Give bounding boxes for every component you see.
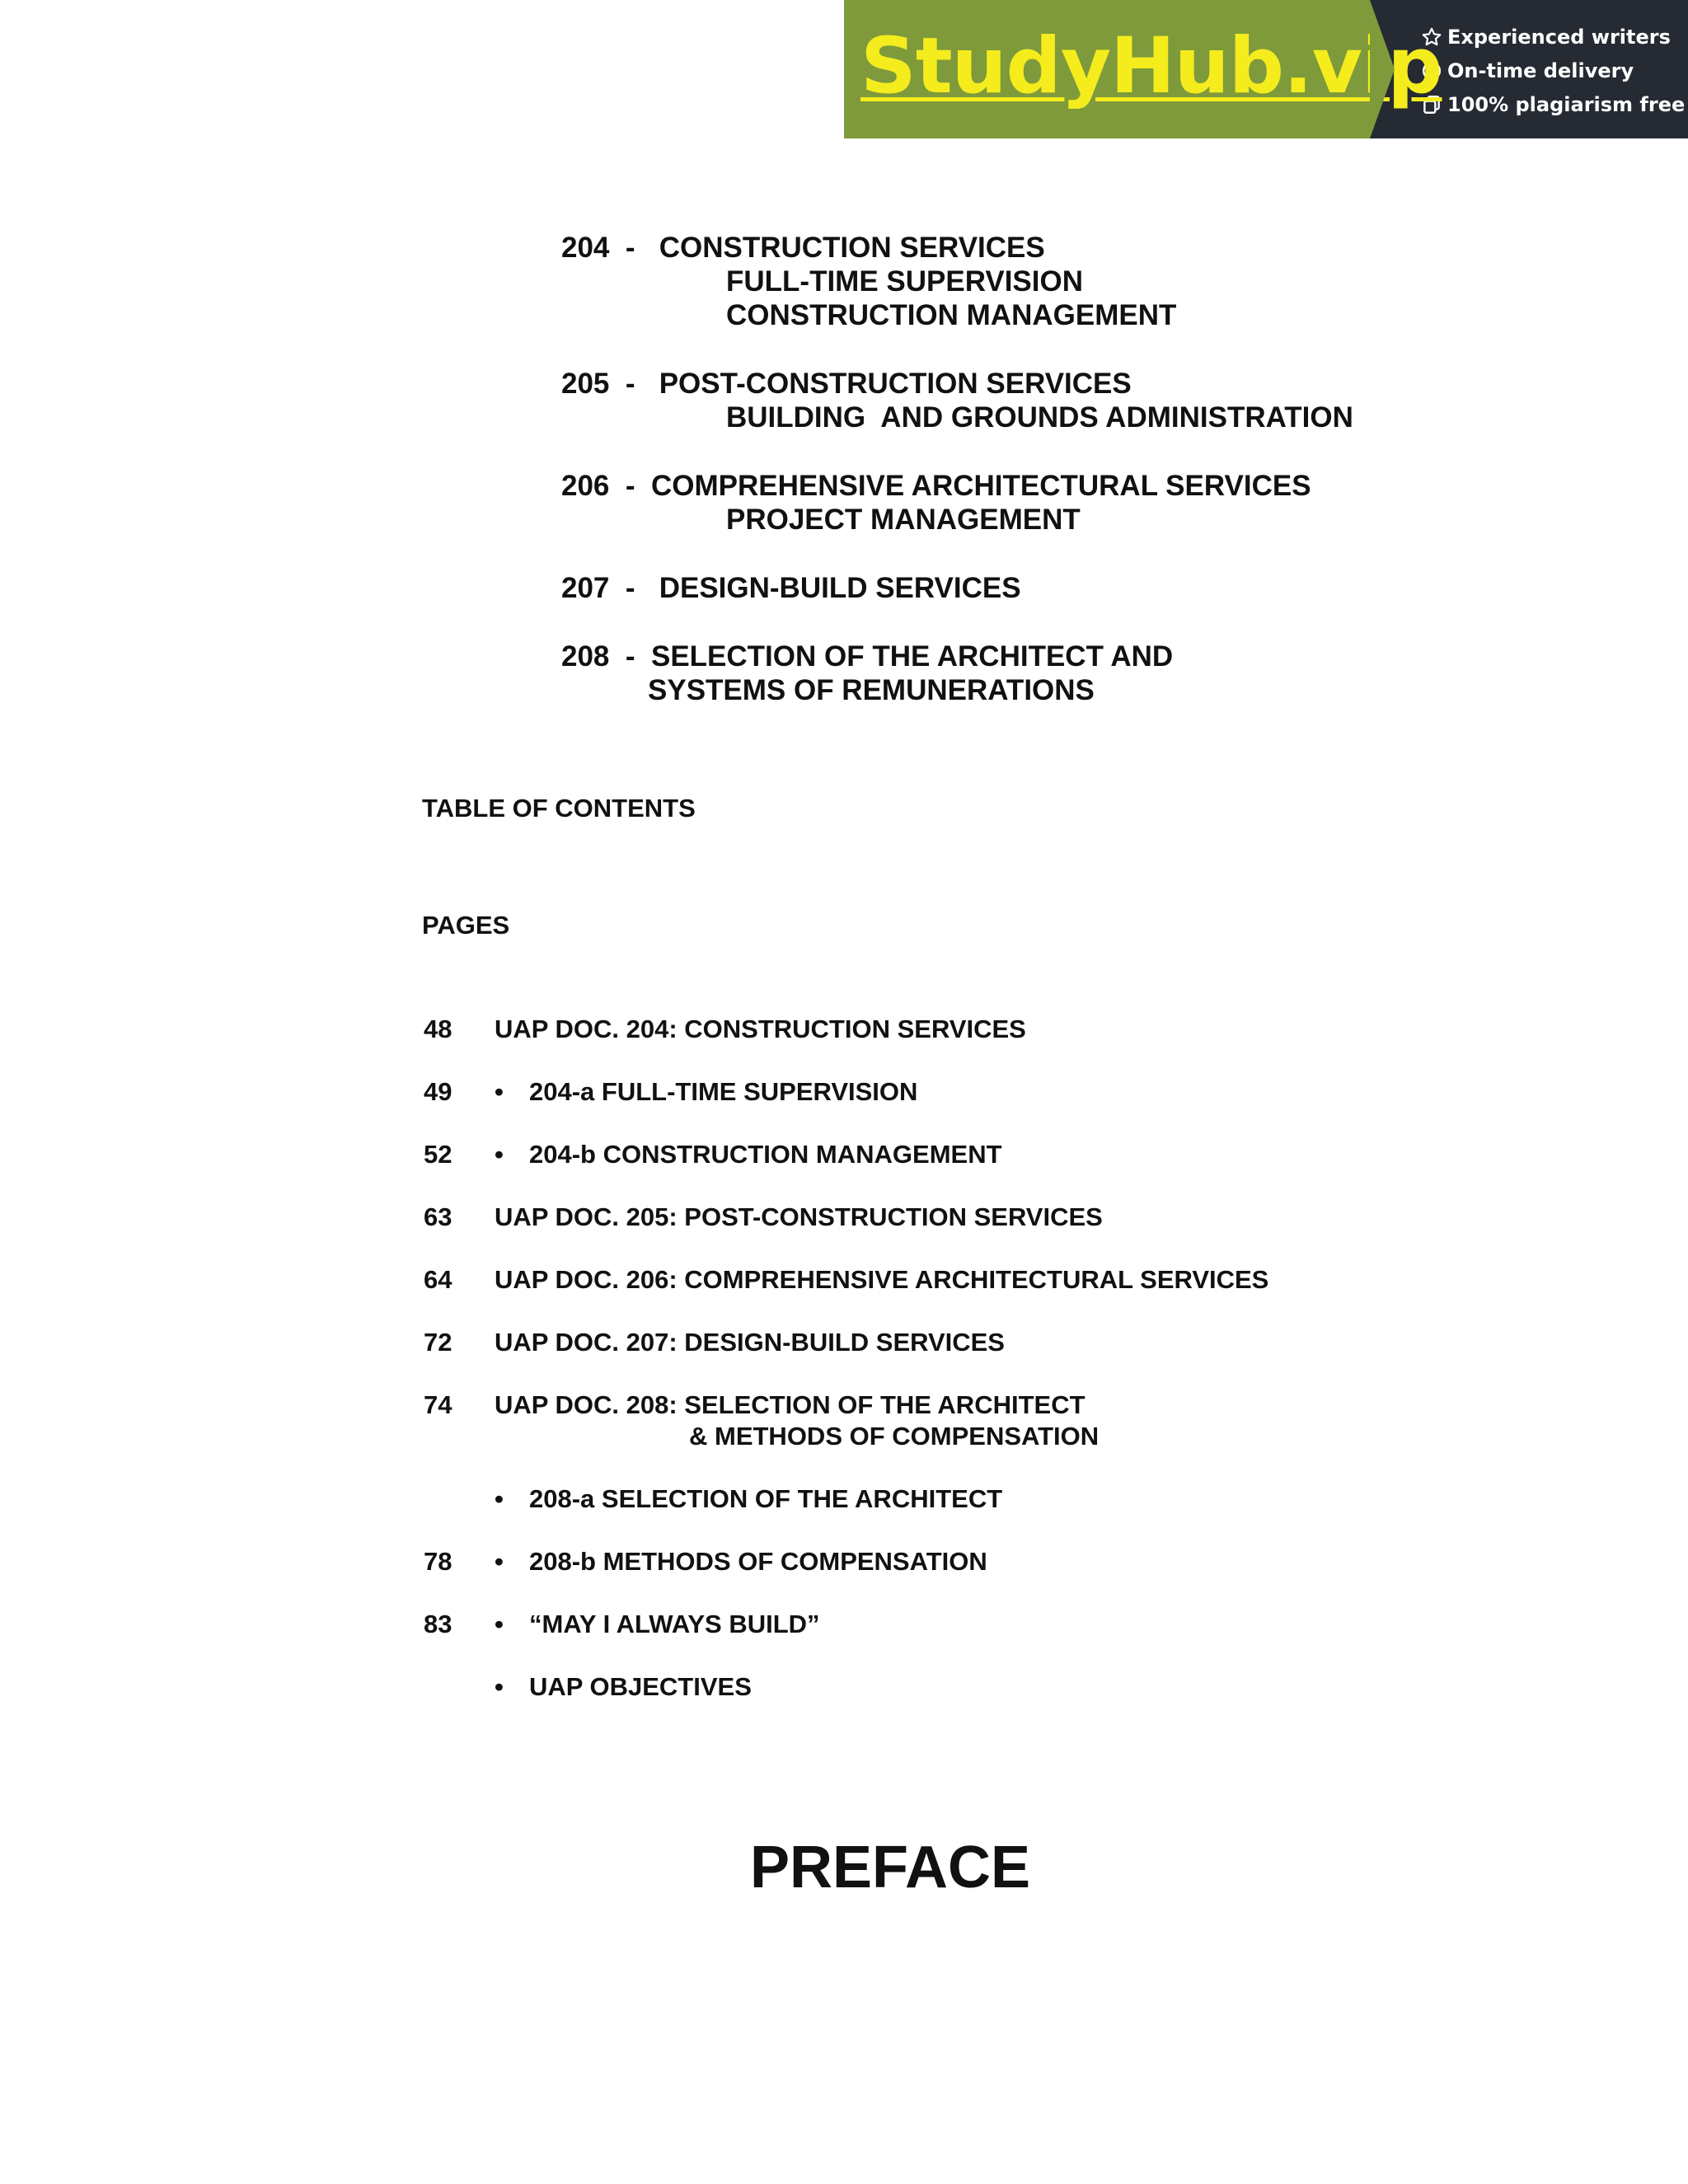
section-dash: -	[625, 368, 635, 400]
toc-entry-text: 208-a SELECTION OF THE ARCHITECT	[529, 1484, 1003, 1513]
bullet-icon: •	[495, 1484, 504, 1513]
toc-entry[interactable]	[424, 1264, 1578, 1327]
toc-entry[interactable]	[424, 1671, 1578, 1734]
section-207	[561, 571, 1353, 605]
bullet-icon: •	[495, 1140, 504, 1169]
toc-entry[interactable]	[424, 1390, 1578, 1483]
toc-entry-text: UAP DOC. 205: POST-CONSTRUCTION SERVICES	[495, 1202, 1103, 1231]
toc-page-number: 64	[424, 1265, 452, 1294]
section-number: 205	[561, 368, 610, 400]
banner-feature	[1421, 20, 1688, 54]
section-title: POST-CONSTRUCTION SERVICES	[659, 368, 1132, 400]
section-number: 206	[561, 470, 610, 502]
toc-list	[424, 1014, 1578, 1734]
toc-page-number: 72	[424, 1328, 452, 1357]
toc-entry[interactable]	[424, 1014, 1578, 1076]
toc-entry-text: UAP DOC. 208: SELECTION OF THE ARCHITECT	[495, 1390, 1085, 1419]
toc-page-number: 49	[424, 1077, 452, 1106]
toc-entry[interactable]	[424, 1327, 1578, 1390]
toc-entry[interactable]	[424, 1483, 1578, 1546]
toc-page-number: 52	[424, 1140, 452, 1169]
banner-feature-label: On-time delivery	[1447, 59, 1634, 82]
section-subtitle: FULL-TIME SUPERVISION	[726, 265, 1083, 298]
toc-entry-text: UAP OBJECTIVES	[529, 1672, 752, 1701]
section-list	[561, 231, 1353, 742]
toc-entry[interactable]	[424, 1202, 1578, 1264]
banner-feature	[1421, 54, 1688, 87]
section-subtitle: SYSTEMS OF REMUNERATIONS	[648, 674, 1095, 706]
banner-arrow	[1370, 0, 1395, 138]
toc-entry[interactable]	[424, 1076, 1578, 1139]
section-title: DESIGN-BUILD SERVICES	[659, 572, 1021, 604]
bullet-icon: •	[495, 1547, 504, 1576]
toc-entry[interactable]	[424, 1546, 1578, 1609]
toc-page-number: 78	[424, 1547, 452, 1576]
bullet-icon: •	[495, 1610, 504, 1638]
toc-page-number: 74	[424, 1390, 452, 1419]
section-dash: -	[625, 470, 635, 502]
toc-entry[interactable]	[424, 1609, 1578, 1671]
toc-heading: TABLE OF CONTENTS	[422, 794, 696, 823]
banner-feature	[1421, 87, 1688, 121]
toc-entry-text: UAP DOC. 207: DESIGN-BUILD SERVICES	[495, 1328, 1005, 1357]
toc-entry-text: 204-b CONSTRUCTION MANAGEMENT	[529, 1140, 1002, 1169]
banner-feature-label: 100% plagiarism free	[1447, 92, 1686, 116]
toc-entry[interactable]	[424, 1139, 1578, 1202]
preface-heading: PREFACE	[749, 1835, 1031, 1900]
section-subtitle: BUILDING AND GROUNDS ADMINISTRATION	[726, 401, 1353, 434]
section-205	[561, 367, 1353, 434]
studyhub-banner[interactable]	[844, 0, 1688, 138]
section-number: 207	[561, 572, 610, 604]
section-subtitle: PROJECT MANAGEMENT	[726, 504, 1081, 536]
toc-entry-text: UAP DOC. 206: COMPREHENSIVE ARCHITECTURAL SERVICES	[495, 1265, 1269, 1294]
section-dash: -	[625, 572, 635, 604]
banner-feature-label: Experienced writers	[1447, 25, 1671, 49]
section-206	[561, 469, 1353, 537]
toc-entry-text: 204-a FULL-TIME SUPERVISION	[529, 1077, 918, 1106]
bullet-icon: •	[495, 1672, 504, 1701]
pages-heading: PAGES	[422, 911, 510, 940]
toc-page-number: 48	[424, 1015, 452, 1043]
section-title: CONSTRUCTION SERVICES	[659, 232, 1045, 264]
toc-page-number: 63	[424, 1202, 452, 1231]
toc-entry-text: UAP DOC. 204: CONSTRUCTION SERVICES	[495, 1015, 1026, 1043]
section-208	[561, 640, 1353, 707]
toc-page-number: 83	[424, 1610, 452, 1638]
banner-logo-panel	[844, 0, 1442, 138]
section-204	[561, 231, 1353, 332]
toc-entry-text: 208-b METHODS OF COMPENSATION	[529, 1547, 987, 1576]
section-subtitle: CONSTRUCTION MANAGEMENT	[726, 299, 1177, 331]
section-number: 204	[561, 232, 610, 264]
studyhub-logo[interactable]: StudyHub.vip	[860, 21, 1442, 111]
section-number: 208	[561, 640, 610, 673]
bullet-icon: •	[495, 1077, 504, 1106]
section-dash: -	[625, 640, 635, 673]
section-title: COMPREHENSIVE ARCHITECTURAL SERVICES	[650, 470, 1311, 502]
section-dash: -	[625, 232, 635, 264]
section-title: SELECTION OF THE ARCHITECT AND	[650, 640, 1174, 673]
toc-entry-text: “MAY I ALWAYS BUILD”	[529, 1610, 820, 1638]
toc-entry-continuation: & METHODS OF COMPENSATION	[689, 1422, 1100, 1451]
